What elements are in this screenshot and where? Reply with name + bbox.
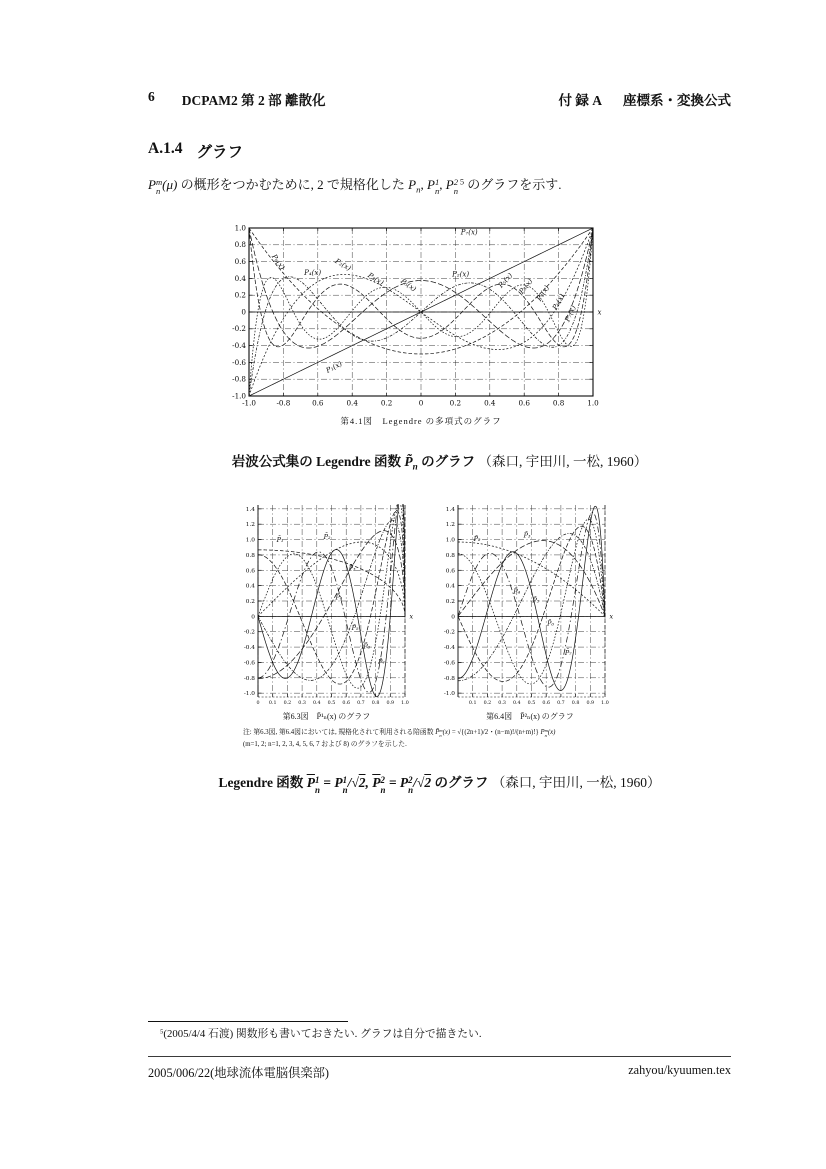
svg-text:x: x (409, 612, 414, 621)
svg-text:P₆(x): P₆(x) (551, 292, 567, 312)
svg-text:-0.4: -0.4 (243, 645, 255, 652)
svg-text:P̄₇: P̄₇ (378, 658, 385, 666)
scan-caption-fig-6-4: 第6.4図 P̄²ₙ(x) のグラフ (486, 712, 574, 721)
footer-rule (148, 1056, 731, 1057)
svg-text:-0.2: -0.2 (443, 629, 455, 636)
svg-text:0.6: 0.6 (542, 701, 551, 706)
svg-text:P₄(x): P₄(x) (535, 284, 552, 303)
svg-text:0.3: 0.3 (498, 701, 506, 706)
svg-text:P₅(x): P₅(x) (496, 271, 515, 290)
intro-paragraph: P m n (μ) の概形をつかむために, 2 で規格化した $P_n$, P 1 n , P 2 n $^5$ のグラフを示す. (148, 177, 562, 197)
svg-text:0.2: 0.2 (483, 701, 492, 706)
svg-text:0.3: 0.3 (298, 701, 306, 706)
section-title: グラフ (196, 144, 243, 161)
svg-text:1.4: 1.4 (445, 506, 455, 513)
running-title-left: DCPAM2 第 2 部 離散化 (181, 93, 326, 108)
figure-associated-legendre-scan (234, 498, 646, 760)
svg-text:P̄₅: P̄₅ (351, 624, 359, 633)
svg-text:0: 0 (251, 614, 255, 621)
svg-text:0.8: 0.8 (371, 701, 380, 706)
page-header (148, 89, 731, 109)
svg-text:0.1: 0.1 (468, 701, 477, 706)
svg-text:P₇(x): P₇(x) (563, 304, 578, 324)
svg-text:0.4: 0.4 (346, 398, 358, 408)
svg-text:0.4: 0.4 (484, 398, 496, 408)
scan-note: 注: 第6.3図, 第6.4図においては, 規格化されて利用される陪函数 P̄ m n (x) = √{(2n+1)/2・(n−m)!/(n+m)!} P m n (x) (m=1, 2; n=1, 2, 3, 4, 5, 6, 7 および 8) のグラフを示した. (243, 728, 556, 748)
svg-text:0.9: 0.9 (386, 701, 395, 706)
svg-text:0: 0 (451, 614, 455, 621)
svg-text:P̄₆: P̄₆ (363, 642, 371, 651)
svg-text:0.8: 0.8 (571, 701, 580, 706)
svg-text:P₂(x): P₂(x) (333, 257, 353, 273)
svg-text:0.5: 0.5 (327, 701, 336, 706)
svg-text:0.8: 0.8 (552, 398, 565, 408)
svg-text:1.0: 1.0 (401, 701, 409, 706)
svg-text:0.7: 0.7 (357, 701, 365, 706)
svg-text:0.6: 0.6 (518, 398, 530, 408)
svg-text:-0.2: -0.2 (243, 629, 255, 636)
svg-text:P₃(x): P₃(x) (366, 271, 385, 288)
svg-text:0.4: 0.4 (512, 701, 521, 706)
svg-text:P₁(x): P₁(x) (324, 359, 344, 375)
svg-text:1.0: 1.0 (601, 701, 609, 706)
svg-text:0.6: 0.6 (245, 568, 255, 575)
svg-text:0: 0 (256, 701, 260, 706)
svg-text:1.0: 1.0 (587, 398, 599, 408)
svg-text:0.6: 0.6 (312, 398, 324, 408)
legendre-polynomial-plot (222, 214, 620, 416)
svg-text:-0.8: -0.8 (232, 374, 246, 384)
svg-text:P̄₃: P̄₃ (348, 564, 356, 573)
svg-text:-0.6: -0.6 (443, 660, 455, 667)
svg-text:0: 0 (418, 398, 424, 408)
svg-text:0.8: 0.8 (245, 552, 255, 559)
svg-text:P̄₂: P̄₂ (473, 535, 481, 544)
svg-text:-0.6: -0.6 (232, 357, 246, 367)
svg-text:1.2: 1.2 (245, 522, 255, 529)
svg-text:P̄₄: P̄₄ (335, 593, 343, 602)
figure-caption-1: 岩波公式集の Legendre 函数 $P̃_n$ のグラフ （森口, 宇田川, 一松, 1960） (231, 454, 648, 472)
footer-left: 2005/006/22(地球流体電脳倶楽部) (148, 1066, 330, 1080)
page-number: 6 (148, 89, 155, 104)
svg-text:1.0: 1.0 (445, 537, 455, 544)
svg-text:P̄₂: P̄₂ (323, 532, 331, 541)
appendix-label: 付 録 A (558, 93, 602, 108)
svg-text:-0.2: -0.2 (232, 324, 246, 334)
svg-text:P₃(x): P₃(x) (517, 277, 535, 296)
svg-text:1.0: 1.0 (234, 223, 246, 233)
svg-text:0.4: 0.4 (445, 583, 455, 590)
svg-text:0.6: 0.6 (342, 701, 351, 706)
svg-text:0.9: 0.9 (586, 701, 595, 706)
svg-text:P̄₆: P̄₆ (547, 619, 555, 628)
svg-text:0.2: 0.2 (234, 290, 246, 300)
svg-text:0.1: 0.1 (268, 701, 277, 706)
svg-text:P̄₄: P̄₄ (513, 587, 521, 596)
svg-text:-0.6: -0.6 (243, 660, 255, 667)
svg-text:P̄₃: P̄₃ (523, 531, 531, 540)
svg-text:1.0: 1.0 (245, 537, 255, 544)
associated-legendre-m2-plot (440, 498, 620, 710)
scan-caption-fig-4-1: 第4.1図 Legendre の多項式のグラフ (340, 416, 502, 426)
svg-text:0.8: 0.8 (445, 552, 455, 559)
svg-text:P̄₇: P̄₇ (564, 648, 572, 657)
svg-text:0.5: 0.5 (527, 701, 536, 706)
footnote-rule (148, 1021, 348, 1022)
svg-text:-0.8: -0.8 (243, 675, 255, 682)
svg-text:P₄(x): P₄(x) (304, 269, 322, 277)
svg-text:0.2: 0.2 (449, 398, 462, 408)
section-heading (148, 140, 243, 162)
svg-text:-1.0: -1.0 (443, 691, 455, 698)
figure-caption-2: Legendre 函数 P 1 n = P 1 n /√2, P 2 n = P 2 n /√2 のグラフ （森口, 宇田川, 一松, 1960） (218, 775, 661, 795)
svg-text:0.7: 0.7 (557, 701, 565, 706)
svg-text:P̄₅: P̄₅ (532, 596, 540, 605)
figure-legendre-polynomials-scan (222, 214, 620, 456)
svg-text:-1.0: -1.0 (232, 391, 246, 401)
svg-text:0.4: 0.4 (312, 701, 321, 706)
scan-caption-fig-6-3: 第6.3図 P̄¹ₙ(x) のグラフ (282, 712, 371, 721)
section-number: A.1.4 (148, 140, 183, 157)
svg-text:-0.8: -0.8 (276, 398, 291, 408)
svg-text:-0.4: -0.4 (443, 645, 455, 652)
svg-text:-0.4: -0.4 (232, 341, 246, 351)
running-title-right: 座標系・変換公式 (623, 93, 731, 108)
svg-text:x: x (609, 612, 614, 621)
associated-legendre-m1-plot (234, 498, 419, 710)
svg-text:0.2: 0.2 (380, 398, 393, 408)
page-footer (148, 1063, 731, 1081)
svg-text:0: 0 (241, 307, 246, 317)
svg-text:0.4: 0.4 (234, 273, 246, 283)
svg-text:1.2: 1.2 (445, 522, 455, 529)
svg-text:0.6: 0.6 (234, 257, 246, 267)
svg-text:0.4: 0.4 (245, 583, 255, 590)
svg-text:0.2: 0.2 (245, 598, 255, 605)
svg-text:x: x (597, 308, 602, 317)
svg-text:P₂(x): P₂(x) (452, 270, 470, 279)
svg-text:-0.8: -0.8 (443, 675, 455, 682)
svg-text:P₅(x): P₅(x) (399, 277, 418, 294)
svg-text:P̄₁: P̄₁ (276, 535, 284, 544)
svg-text:0.2: 0.2 (445, 598, 455, 605)
svg-text:P₆(x): P₆(x) (270, 252, 287, 272)
svg-text:0.6: 0.6 (445, 568, 455, 575)
svg-text:0.8: 0.8 (234, 240, 246, 250)
svg-text:-1.0: -1.0 (243, 691, 255, 698)
svg-text:0.2: 0.2 (283, 701, 292, 706)
footnote: $^5$(2005/4/4 石渡) 関数形も書いておきたい. グラフは自分で描きたい. (160, 1028, 482, 1040)
svg-text:P₇(x): P₇(x) (460, 228, 478, 237)
svg-text:-1.0: -1.0 (242, 398, 256, 408)
footer-right: zahyou/kyuumen.tex (628, 1063, 731, 1077)
svg-text:1.4: 1.4 (245, 506, 255, 513)
